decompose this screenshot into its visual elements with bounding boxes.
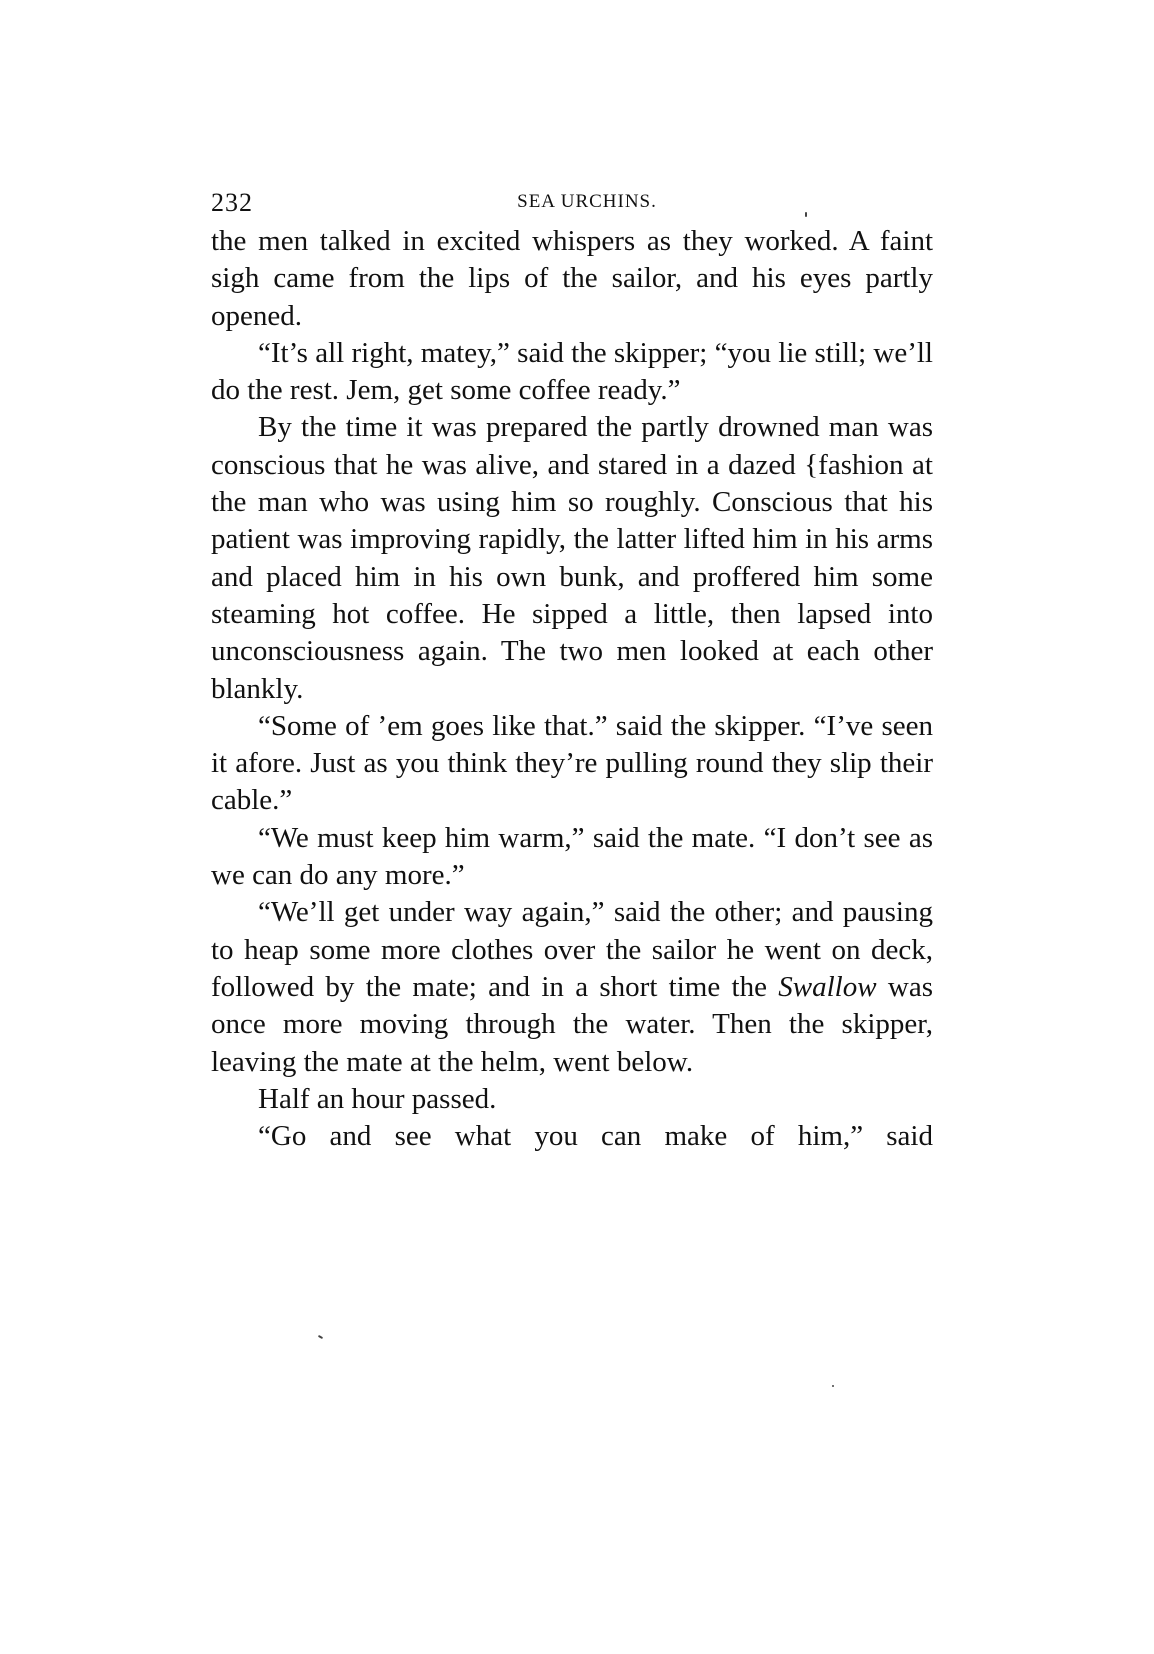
paragraph xyxy=(211,894,933,1080)
paragraph-text: “We’ll get under way again,” said the other; and pausing to heap some more clothes over the sailor he went on deck, followed by the mate; and in a short time the xyxy=(211,896,933,1003)
paragraph: “Some of ’em goes like that.” said the skipper. “I’ve seen it afore. Just as you think they’re pulling round they slip their cable.” xyxy=(211,709,933,817)
paragraph: By the time it was prepared the partly drowned man was conscious that he was alive, and stared in a dazed {fashion at the man who was using him so roughly. Conscious that his patient was improving rapidly, the latter lifted him in his arms and placed him in his own bunk, and proffered him some steaming hot coffee. He sipped a little, then lapsed into unconsciousness again. The two men looked at each other blankly. xyxy=(211,411,933,705)
scan-speck xyxy=(832,1385,834,1387)
paragraph: “We must keep him warm,” said the mate. “I don’t see as we can do any more.” xyxy=(211,821,933,892)
paragraph: Half an hour passed. xyxy=(258,1082,497,1115)
body-text xyxy=(211,223,933,1155)
paragraph: “It’s all right, matey,” said the skipper; “you lie still; we’ll do the rest. Jem, get some coffee ready.” xyxy=(211,336,933,407)
paragraph: “Go and see what you can make of him,” said xyxy=(258,1120,933,1153)
ship-name: Swallow xyxy=(778,970,877,1003)
scan-speck xyxy=(805,212,807,217)
paragraph-text: was once more moving through the water. Then the skipper, leaving the mate at the helm, went below. xyxy=(211,970,934,1078)
paragraph: the men talked in excited whispers as they worked. A faint sigh came from the lips of the sailor, and his eyes partly opened. xyxy=(211,225,933,332)
page-number: 232 xyxy=(211,188,253,217)
running-title: SEA URCHINS. xyxy=(517,191,657,212)
scan-speck xyxy=(318,1335,323,1339)
running-head xyxy=(211,188,933,220)
